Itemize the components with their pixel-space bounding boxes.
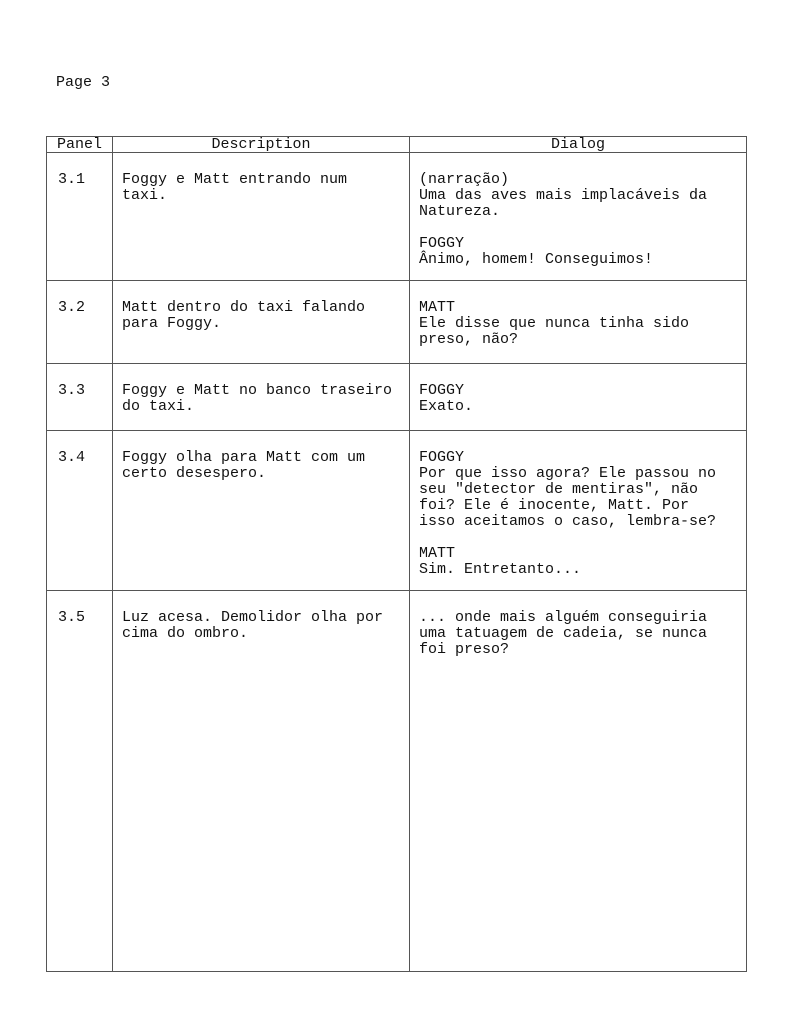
description-line: Foggy e Matt no banco traseiro bbox=[122, 382, 393, 399]
script-table bbox=[46, 136, 747, 972]
table-row bbox=[47, 591, 747, 972]
description-line: do taxi. bbox=[122, 398, 195, 415]
table-row bbox=[47, 281, 747, 364]
description-line: Foggy e Matt entrando num bbox=[122, 171, 348, 188]
table-row bbox=[47, 431, 747, 591]
dialog-block bbox=[419, 383, 740, 415]
dialog-line: uma tatuagem de cadeia, se nunca bbox=[419, 625, 708, 642]
dialog-line: Uma das aves mais implacáveis da bbox=[419, 187, 708, 204]
description-line: certo desespero. bbox=[122, 465, 267, 482]
dialog-block bbox=[419, 236, 740, 268]
panel-description bbox=[113, 153, 410, 281]
dialog-line: foi? Ele é inocente, Matt. Por bbox=[419, 497, 690, 514]
dialog-block bbox=[419, 172, 740, 220]
description-line: Matt dentro do taxi falando bbox=[122, 299, 366, 316]
dialog-line: FOGGY bbox=[419, 449, 465, 466]
dialog-line: foi preso? bbox=[419, 641, 510, 658]
dialog-line: preso, não? bbox=[419, 331, 519, 348]
panel-dialog bbox=[410, 281, 747, 364]
panel-description bbox=[113, 281, 410, 364]
table-row bbox=[47, 364, 747, 431]
dialog-line: FOGGY bbox=[419, 382, 465, 399]
description-line: taxi. bbox=[122, 187, 168, 204]
dialog-line: Natureza. bbox=[419, 203, 501, 220]
header-dialog: Dialog bbox=[410, 137, 747, 153]
panel-dialog bbox=[410, 153, 747, 281]
panel-description bbox=[113, 364, 410, 431]
dialog-line: seu "detector de mentiras", não bbox=[419, 481, 699, 498]
header-description: Description bbox=[113, 137, 410, 153]
table-row bbox=[47, 153, 747, 281]
panel-description bbox=[113, 431, 410, 591]
header-panel: Panel bbox=[47, 137, 113, 153]
panel-number: 3.3 bbox=[47, 364, 113, 431]
dialog-line: (narração) bbox=[419, 171, 510, 188]
dialog-line: Sim. Entretanto... bbox=[419, 561, 582, 578]
panel-number: 3.4 bbox=[47, 431, 113, 591]
panel-number: 3.2 bbox=[47, 281, 113, 364]
dialog-line: isso aceitamos o caso, lembra-se? bbox=[419, 513, 717, 530]
description-line: cima do ombro. bbox=[122, 625, 249, 642]
dialog-line: FOGGY bbox=[419, 235, 465, 252]
dialog-line: MATT bbox=[419, 545, 456, 562]
dialog-line: MATT bbox=[419, 299, 456, 316]
dialog-block bbox=[419, 450, 740, 530]
description-line: para Foggy. bbox=[122, 315, 222, 332]
dialog-line: Por que isso agora? Ele passou no bbox=[419, 465, 717, 482]
panel-dialog bbox=[410, 431, 747, 591]
dialog-block bbox=[419, 546, 740, 578]
dialog-block bbox=[419, 610, 740, 658]
dialog-line: Ele disse que nunca tinha sido bbox=[419, 315, 690, 332]
panel-dialog bbox=[410, 364, 747, 431]
description-line: Luz acesa. Demolidor olha por bbox=[122, 609, 384, 626]
description-line: Foggy olha para Matt com um bbox=[122, 449, 366, 466]
panel-description bbox=[113, 591, 410, 972]
dialog-block bbox=[419, 300, 740, 348]
panel-dialog bbox=[410, 591, 747, 972]
dialog-line: Ânimo, homem! Conseguimos! bbox=[419, 251, 654, 268]
dialog-line: ... onde mais alguém conseguiria bbox=[419, 609, 708, 626]
page-label: Page 3 bbox=[56, 74, 111, 91]
panel-number: 3.5 bbox=[47, 591, 113, 972]
header-row bbox=[47, 137, 747, 153]
dialog-line: Exato. bbox=[419, 398, 474, 415]
panel-number: 3.1 bbox=[47, 153, 113, 281]
